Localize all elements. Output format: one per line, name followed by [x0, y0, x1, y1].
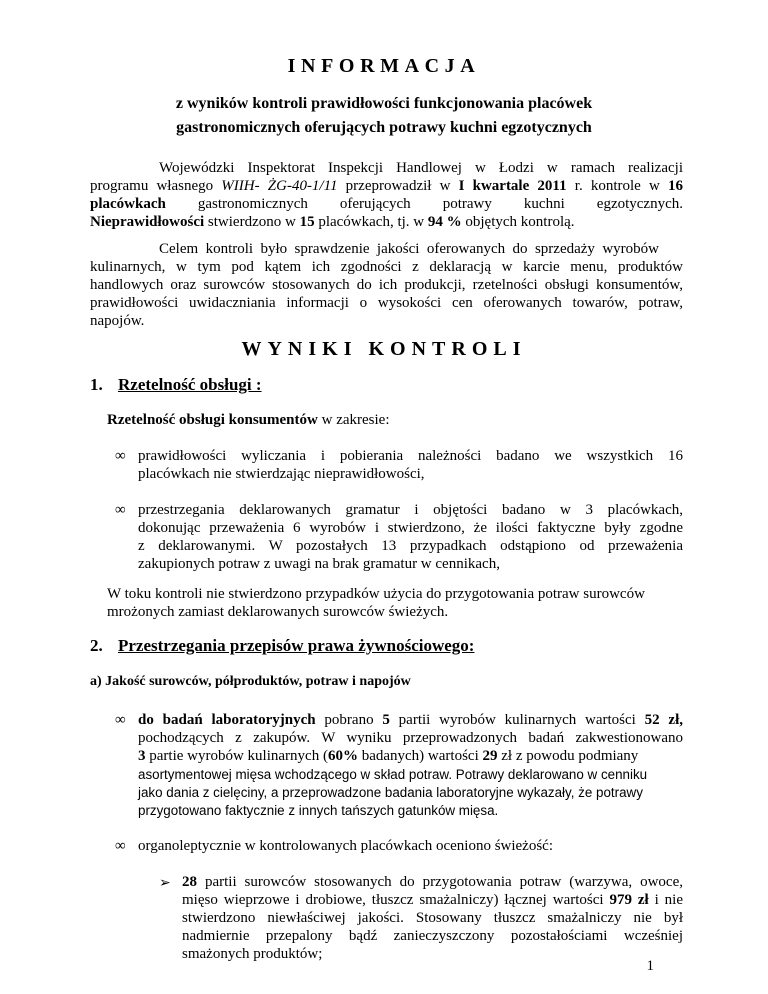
- intro-line-4: Nieprawidłowości stwierdzono w 15 placówkach, tj. w 94 % objętych kontrolą.: [90, 214, 575, 230]
- s1-bullet-2-line-4: zakupionych potraw z uwagi na brak gramatur w cennikach,: [138, 556, 500, 572]
- s2-bullet-2-line-1: organoleptycznie w kontrolowanych placówkach oceniono świeżość:: [138, 838, 554, 854]
- s2-bullet-1-line-5: jako dania z cielęciny, a przeprowadzone badania laboratoryjne wykazały, że potrawy: [138, 785, 643, 800]
- bullet-icon: ∞: [115, 838, 126, 854]
- s1-bullet-2-line-3: z deklarowanymi. W pozostałych 13 przypadkach odstąpiono od przeważenia: [138, 538, 683, 554]
- s2-sub-1-line-3: stwierdzono niewłaściwej jakości. Stosowany tłuszcz smażalniczy nie był: [182, 910, 683, 926]
- purpose-line-4: prawidłowości uwidaczniania informacji o wysokości cen oferowanych towarów, potraw,: [90, 295, 683, 311]
- intro-line-3: placówkach gastronomicznych oferujących potrawy kuchni egzotycznych.: [90, 196, 683, 212]
- s2-sub-1-line-5: smażonych produktów;: [182, 946, 323, 962]
- section-1-lead: Rzetelność obsługi konsumentów w zakresie:: [107, 412, 390, 428]
- purpose-line-3: handlowych oraz surowców stosowanych do ich produkcji, rzetelności obsługi konsumentów,: [90, 277, 683, 293]
- purpose-line-1: Celem kontroli było sprawdzenie jakości oferowanych do sprzedaży wyrobów: [159, 241, 659, 257]
- s2-sub-1-line-4: nadmiernie przepalony bądź zanieczyszczony pozostałościami wcześniej: [182, 928, 683, 944]
- s1-bullet-2-line-1: przestrzegania deklarowanych gramatur i objętości badano w 3 placówkach,: [138, 502, 683, 518]
- s2-sub-1-line-1: 28 partii surowców stosowanych do przygotowania potraw (warzywa, owoce,: [182, 874, 683, 890]
- section-2-heading: 2. Przestrzegania przepisów prawa żywnościowego:: [90, 636, 475, 655]
- s2-bullet-1-line-6: przygotowano faktycznie z innych tańszych gatunków mięsa.: [138, 803, 499, 818]
- subtitle-line-1: z wyników kontroli prawidłowości funkcjonowania placówek: [175, 95, 593, 112]
- s2-bullet-1-line-3: 3 partie wyrobów kulinarnych (60% badanych) wartości 29 zł z powodu podmiany: [138, 748, 639, 764]
- s1-bullet-1-line-2: placówkach nie stwierdzając nieprawidłowości,: [138, 466, 425, 482]
- bullet-icon: ∞: [115, 502, 126, 518]
- page-number: 1: [646, 958, 654, 974]
- intro-line-1: Wojewódzki Inspektorat Inspekcji Handlowej w Łodzi w ramach realizacji: [159, 160, 683, 176]
- s1-note-line-2: mrożonych zamiast deklarowanych surowców świeżych.: [107, 604, 449, 620]
- s1-bullet-2-line-2: dokonując przeważenia 6 wyrobów i stwierdzono, że ilości faktyczne były zgodne: [138, 520, 683, 536]
- arrow-bullet-icon: ➢: [159, 876, 171, 891]
- section-1-heading: 1. Rzetelność obsługi :: [90, 375, 262, 394]
- bullet-icon: ∞: [115, 712, 126, 728]
- s2-sub-1-line-2: mięso wieprzowe i drobiowe, tłuszcz smażalniczy) łącznej wartości 979 zł i nie: [182, 892, 683, 908]
- subtitle-line-2: gastronomicznych oferujących potrawy kuchni egzotycznych: [176, 119, 592, 136]
- document-title: INFORMACJA: [287, 55, 481, 77]
- results-heading: WYNIKI KONTROLI: [241, 338, 527, 360]
- purpose-line-2: kulinarnych, w tym pod kątem ich zgodności z deklaracją w karcie menu, produktów: [90, 259, 683, 275]
- intro-line-2: programu własnego WIIH- ŻG-40-1/11 przeprowadził w I kwartale 2011 r. kontrole w 16: [90, 178, 683, 194]
- s2-bullet-1-line-2: pochodzących z zakupów. W wyniku przeprowadzonych badań zakwestionowano: [138, 730, 683, 746]
- s2-bullet-1-line-1: do badań laboratoryjnych pobrano 5 partii wyrobów kulinarnych wartości 52 zł,: [138, 712, 684, 728]
- purpose-line-5: napojów.: [90, 313, 145, 329]
- s1-note-line-1: W toku kontroli nie stwierdzono przypadków użycia do przygotowania potraw surowców: [107, 586, 645, 602]
- bullet-icon: ∞: [115, 448, 126, 464]
- s2-bullet-1-line-4: asortymentowej mięsa wchodzącego w skład potraw. Potrawy deklarowano w cenniku: [138, 767, 648, 782]
- section-2a-heading: a) Jakość surowców, półproduktów, potraw i napojów: [90, 674, 411, 689]
- s1-bullet-1-line-1: prawidłowości wyliczania i pobierania należności badano we wszystkich 16: [138, 448, 683, 464]
